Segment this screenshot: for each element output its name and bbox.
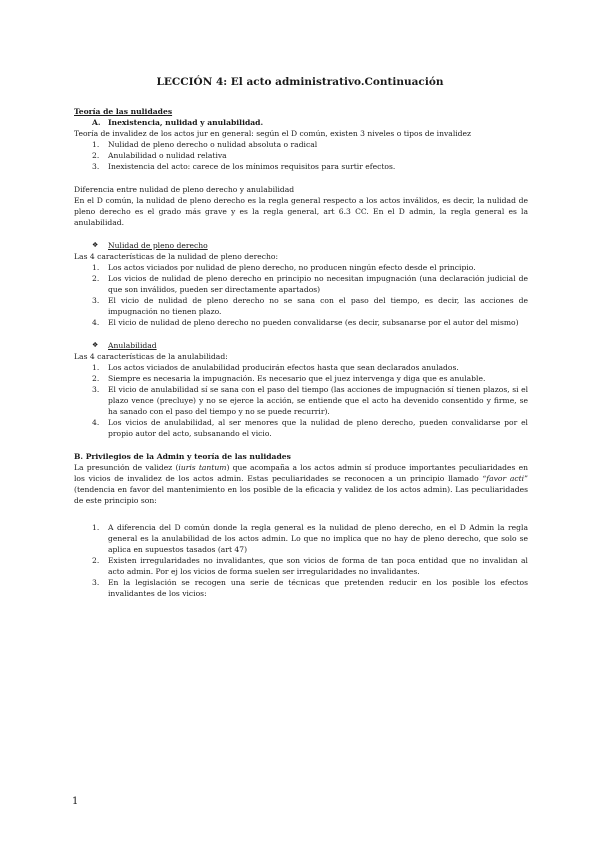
document-body <box>74 106 528 599</box>
list-item: 3. El vicio de anulabilidad sí se sana con el paso del tiempo (las acciones de impugnación sí tienen plazos, si el plazo vence (precluye) y no se ejerce la acción, se entiende que el acto ha devenido consentido y firme, se ha sanado con el paso del tiempo y no se puede recurrir). <box>92 385 528 416</box>
difference-paragraph: En el D común, la nulidad de pleno derecho es la regla general respecto a los actos inválidos, es decir, la nulidad de pleno derecho es el grado más grave y es la regla general, art 6.3 CC. En el D admin, la regla general es la anulabilidad. <box>74 196 528 227</box>
subheading-text: Anulabilidad <box>108 341 157 350</box>
subsection-label: A. <box>92 118 101 127</box>
heading-nulidad-pleno-derecho <box>92 240 528 251</box>
diamond-bullet-icon: ❖ <box>92 241 99 249</box>
list-item: 3. El vicio de nulidad de pleno derecho no se sana con el paso del tiempo, es decir, las acciones de impugnación no tienen plazo. <box>92 296 528 316</box>
anu-intro: Las 4 características de la anulabilidad: <box>74 352 228 361</box>
section-title-nulidades: Teoría de las nulidades <box>74 107 173 116</box>
list-item: 2. Los vicios de nulidad de pleno derecho en principio no necesitan impugnación (una declaración judicial de que son inválidos, pueden ser directamente apartados) <box>92 274 528 294</box>
list-item: 1. Los actos viciados de anulabilidad producirán efectos hasta que sean declarados anulados. <box>92 363 459 372</box>
favor-acti-list <box>74 522 528 599</box>
diamond-bullet-icon: ❖ <box>92 341 99 349</box>
invalidity-types-list <box>74 139 528 172</box>
list-item: 4. Los vicios de anulabilidad, al ser menores que la nulidad de pleno derecho, pueden convalidarse por el propio autor del acto, subsanando el vicio. <box>92 418 528 438</box>
list-item: 2. Existen irregularidades no invalidantes, que son vicios de forma de tan poca entidad que no invalidan al acto admin. Por ej los vicios de forma suelen ser irregularidades no invalidantes. <box>92 556 528 576</box>
list-item: 4. El vicio de nulidad de pleno derecho no pueden convalidarse (es decir, subsanarse por el autor del mismo) <box>92 318 519 327</box>
list-item: 1. A diferencia del D común donde la regla general es la nulidad de pleno derecho, en el D Admin la regla general es la anulabilidad de los actos admin. Lo que no implica que no hay de pleno derecho, que solo se aplica en supuestos tasados (art 47) <box>92 523 528 554</box>
list-item: 3. En la legislación se recogen una serie de técnicas que pretenden reducir en los posible los efectos invalidantes de los vicios: <box>92 578 528 598</box>
page-title: LECCIÓN 4: El acto administrativo.Continuación <box>156 76 444 88</box>
list-item: 1. Los actos viciados por nulidad de pleno derecho, no producen ningún efecto desde el principio. <box>92 263 476 272</box>
npd-characteristics-list <box>74 262 528 328</box>
privilegios-paragraph: La presunción de validez (iuris tantum) que acompaña a los actos admin sí produce importantes peculiaridades en los vicios de invalidez de los actos admin. Estas peculiaridades se reconocen a un principio llamado “favor acti” (tendencia en favor del mantenimiento en los posible de la eficacia y validez de los actos admin). Las peculiaridades de este principio son: <box>74 463 528 505</box>
section-title-privilegios: B. Privilegios de la Admin y teoría de las nulidades <box>74 452 291 461</box>
subsection-title: Inexistencia, nulidad y anulabilidad. <box>108 118 264 127</box>
list-item: 2. Anulabilidad o nulidad relativa <box>92 151 227 160</box>
anu-characteristics-list <box>74 362 528 439</box>
page-number: 1 <box>72 796 79 807</box>
npd-intro: Las 4 características de la nulidad de pleno derecho: <box>74 252 279 261</box>
intro-paragraph: Teoría de invalidez de los actos jur en general: según el D común, existen 3 niveles o tipos de invalidez <box>74 129 472 138</box>
subheading-text: Nulidad de pleno derecho <box>108 241 208 250</box>
list-item: 2. Siempre es necesaria la impugnación. Es necesario que el juez intervenga y diga que es anulable. <box>92 374 486 383</box>
difference-heading: Diferencia entre nulidad de pleno derecho y anulabilidad <box>74 185 295 194</box>
list-item: 3. Inexistencia del acto: carece de los mínimos requisitos para surtir efectos. <box>92 162 396 171</box>
list-item: 1. Nulidad de pleno derecho o nulidad absoluta o radical <box>92 140 318 149</box>
heading-anulabilidad <box>92 340 528 351</box>
subsection-heading-a <box>92 117 528 128</box>
